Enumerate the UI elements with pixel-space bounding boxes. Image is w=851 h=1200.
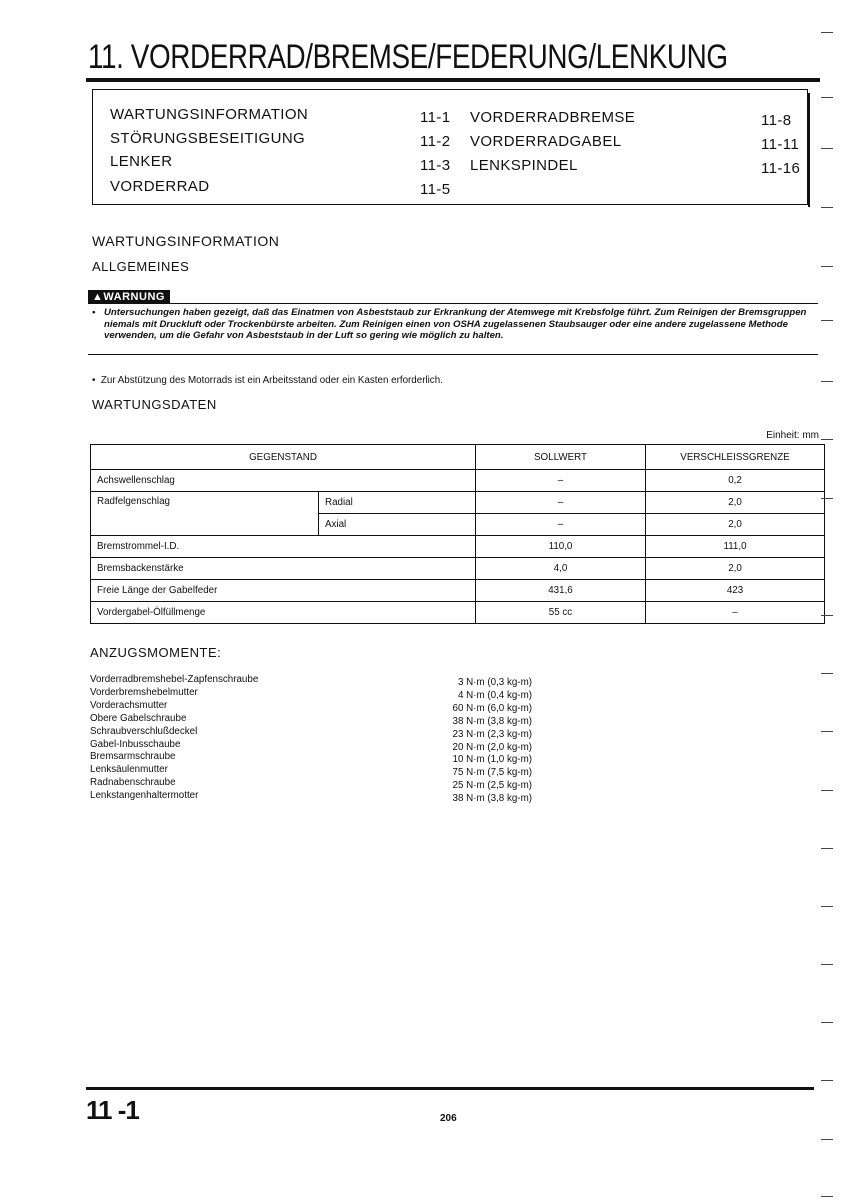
table-cell: Radial xyxy=(319,492,476,514)
warning-triangle-icon: ▲ xyxy=(92,291,104,303)
document-number: 206 xyxy=(440,1113,457,1124)
toc-item-page: 11-2 xyxy=(420,133,451,150)
unit-label: Einheit: mm xyxy=(766,430,819,441)
torque-name: Bremsarmschraube xyxy=(90,751,176,763)
table-cell: 0,2 xyxy=(646,470,825,492)
warning-rule-top xyxy=(88,303,818,304)
torque-name: Schraubverschlußdeckel xyxy=(90,725,198,737)
table-cell: 4,0 xyxy=(476,558,646,580)
table-row xyxy=(91,470,825,492)
edge-mark xyxy=(821,790,833,791)
table-row xyxy=(91,602,825,624)
warning-badge xyxy=(88,290,170,304)
table-row xyxy=(91,536,825,558)
table-cell: 423 xyxy=(646,580,825,602)
edge-mark xyxy=(821,498,833,499)
footer-rule xyxy=(86,1087,814,1090)
table-cell: Freie Länge der Gabelfeder xyxy=(91,580,476,602)
toc-box-shadow xyxy=(808,93,810,207)
title-rule xyxy=(86,78,820,82)
toc-item-page: 11-5 xyxy=(420,181,451,198)
section-heading: WARTUNGSINFORMATION xyxy=(92,233,280,249)
table-cell: 55 cc xyxy=(476,602,646,624)
toc-item-label[interactable]: WARTUNGSINFORMATION xyxy=(110,106,309,123)
table-header-row xyxy=(91,445,825,470)
edge-mark xyxy=(821,207,833,208)
edge-mark xyxy=(821,439,833,440)
subsection-heading: ALLGEMEINES xyxy=(92,259,190,274)
torque-value: 60 N·m (6,0 kg-m) xyxy=(452,702,532,714)
column-header: SOLLWERT xyxy=(476,445,646,470)
torque-name: Obere Gabelschraube xyxy=(90,712,187,724)
table-row xyxy=(91,558,825,580)
torque-value: 10 N·m (1,0 kg-m) xyxy=(452,754,532,766)
table-cell: – xyxy=(646,602,825,624)
page-number: 11 -1 xyxy=(86,1095,139,1125)
column-header: GEGENSTAND xyxy=(91,445,476,470)
edge-mark xyxy=(821,320,833,321)
torque-name: Vorderachsmutter xyxy=(90,699,168,711)
edge-mark xyxy=(821,848,833,849)
warning-label: WARNUNG xyxy=(103,291,165,303)
torque-name: Vorderbremshebelmutter xyxy=(90,686,198,698)
chapter-title: 11. VORDERRAD/BREMSE/FEDERUNG/LENKUNG xyxy=(88,38,728,76)
torque-name: Gabel-Inbusschaube xyxy=(90,738,181,750)
toc-item-page: 11-8 xyxy=(761,112,792,129)
warning-text xyxy=(92,307,822,342)
torque-value: 38 N·m (3,8 kg-m) xyxy=(452,793,532,805)
edge-mark xyxy=(821,381,833,382)
edge-mark xyxy=(821,615,833,616)
table-cell: 110,0 xyxy=(476,536,646,558)
torque-value: 20 N·m (2,0 kg-m) xyxy=(452,741,532,753)
bullet-icon: • xyxy=(92,375,96,386)
table-cell: 2,0 xyxy=(646,492,825,514)
table-cell: 111,0 xyxy=(646,536,825,558)
edge-mark xyxy=(821,1022,833,1023)
torque-name: Radnabenschraube xyxy=(90,777,176,789)
table-cell: 2,0 xyxy=(646,514,825,536)
torque-value: 25 N·m (2,5 kg-m) xyxy=(452,780,532,792)
toc-item-page: 11-11 xyxy=(761,136,800,153)
torque-value: 75 N·m (7,5 kg-m) xyxy=(452,767,532,779)
edge-mark xyxy=(821,1196,833,1197)
toc-item-label[interactable]: LENKER xyxy=(110,153,173,170)
table-row xyxy=(91,492,825,514)
table-cell: Radfelgenschlag xyxy=(91,492,319,536)
edge-mark xyxy=(821,32,833,33)
toc-item-page: 11-3 xyxy=(420,157,451,174)
edge-mark xyxy=(821,97,833,98)
table-cell: Axial xyxy=(319,514,476,536)
warning-rule-bottom xyxy=(88,354,818,355)
torque-value: 3 N·m (0,3 kg-m) xyxy=(457,677,532,688)
section-heading: WARTUNGSDATEN xyxy=(92,397,217,412)
table-cell: 2,0 xyxy=(646,558,825,580)
bullet-icon: • xyxy=(92,307,96,318)
note-text: Zur Abstützung des Motorrads ist ein Arbeitsstand oder ein Kasten erforderlich. xyxy=(100,375,443,386)
edge-mark xyxy=(821,964,833,965)
edge-mark xyxy=(821,731,833,732)
toc-item-page: 11-1 xyxy=(420,109,451,126)
specs-table xyxy=(90,444,825,624)
torque-value-list xyxy=(398,677,532,806)
table-cell: – xyxy=(476,492,646,514)
edge-mark xyxy=(821,1080,833,1081)
table-cell: Bremstrommel-I.D. xyxy=(91,536,476,558)
table-cell: Achswellenschlag xyxy=(91,470,476,492)
warning-body: Untersuchungen haben gezeigt, daß das Einatmen von Asbeststaub zur Erkrankung der Atemwege mit Krebsfolge führt. Zum Reinigen der Bremsgruppen niemals mit Druckluft oder Trockenbürste arbeiten. Zum Reinigen einen von OSHA zugelassenen Staubsauger oder eine andere zugelassene Methode verwenden, um die Gefahr von Asbeststaub in der Luft so gering wie möglich zu halten. xyxy=(104,307,807,341)
toc-item-label[interactable]: VORDERRAD xyxy=(110,178,210,195)
edge-mark xyxy=(821,673,833,674)
table-cell: 431,6 xyxy=(476,580,646,602)
toc-item-label[interactable]: VORDERRADBREMSE xyxy=(470,109,636,126)
torque-value: 38 N·m (3,8 kg-m) xyxy=(452,715,532,727)
torque-value: 23 N·m (2,3 kg-m) xyxy=(452,728,532,740)
table-cell: Bremsbackenstärke xyxy=(91,558,476,580)
column-header: VERSCHLEISSGRENZE xyxy=(646,445,825,470)
edge-mark xyxy=(821,148,833,149)
torque-name: Lenkstangenhaltermotter xyxy=(90,790,199,802)
table-row xyxy=(91,580,825,602)
table-cell: – xyxy=(476,514,646,536)
torque-value: 4 N·m (0,4 kg-m) xyxy=(457,689,532,701)
torque-name: Vorderradbremshebel-Zapfenschraube xyxy=(90,674,259,685)
edge-mark xyxy=(821,906,833,907)
toc-item-label[interactable]: VORDERRADGABEL xyxy=(470,133,622,150)
toc-item-label[interactable]: LENKSPINDEL xyxy=(470,157,578,174)
note xyxy=(92,375,443,386)
toc-item-label[interactable]: STÖRUNGSBESEITIGUNG xyxy=(110,130,306,147)
torque-name-list xyxy=(90,674,258,803)
section-heading: ANZUGSMOMENTE: xyxy=(90,645,222,660)
table-cell: Vordergabel-Ölfüllmenge xyxy=(91,602,476,624)
toc-item-page: 11-16 xyxy=(761,160,801,177)
edge-mark xyxy=(821,266,833,267)
table-cell: – xyxy=(476,470,646,492)
toc-box xyxy=(92,89,808,205)
edge-mark xyxy=(821,1139,833,1140)
torque-name: Lenksäulenmutter xyxy=(90,764,168,776)
